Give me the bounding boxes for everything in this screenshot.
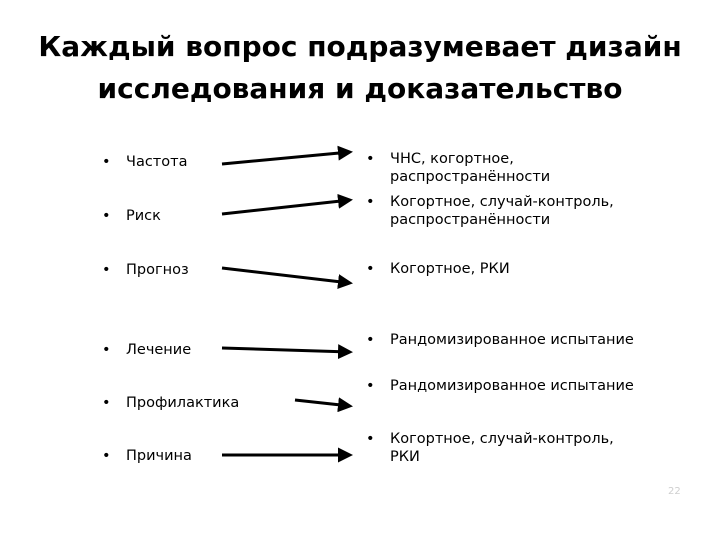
- bullet: •: [366, 431, 375, 447]
- bullet: •: [102, 448, 111, 464]
- bullet: •: [102, 342, 111, 358]
- bullet: •: [366, 378, 375, 394]
- answer-item-6: [366, 430, 614, 466]
- bullet: •: [102, 262, 111, 278]
- answer-line: Когортное, случай-контроль,: [390, 194, 614, 210]
- answer-item-4: [366, 331, 634, 349]
- bullet: •: [102, 395, 111, 411]
- arrow-frequency: [222, 152, 350, 164]
- bullet: •: [366, 261, 375, 277]
- question-label: Прогноз: [126, 262, 189, 278]
- arrow-risk: [222, 200, 350, 214]
- bullet: •: [102, 154, 111, 170]
- question-label: Частота: [126, 154, 188, 170]
- answer-item-3: [366, 260, 510, 278]
- answer-line: распространённости: [390, 212, 551, 228]
- bullet: •: [366, 151, 375, 167]
- question-label: Причина: [126, 448, 192, 464]
- answer-line: распространённости: [390, 169, 551, 185]
- slide-title-line-1: Каждый вопрос подразумевает дизайн: [38, 30, 682, 63]
- answer-item-2: [366, 193, 614, 229]
- answer-line: ЧНС, когортное,: [390, 151, 514, 167]
- answer-line: Когортное, случай-контроль,: [390, 431, 614, 447]
- answer-item-5: [366, 377, 634, 395]
- answer-line: РКИ: [390, 449, 420, 465]
- answer-line: Рандомизированное испытание: [390, 378, 634, 394]
- answer-item-1: [366, 150, 550, 186]
- question-label: Лечение: [126, 342, 192, 358]
- answer-line: Когортное, РКИ: [390, 261, 510, 277]
- question-label: Профилактика: [126, 395, 240, 411]
- slide-title-line-2: исследования и доказательство: [97, 72, 623, 105]
- page-number: 22: [668, 486, 681, 497]
- arrow-prognosis: [222, 268, 350, 283]
- question-label: Риск: [126, 208, 161, 224]
- bullet: •: [102, 208, 111, 224]
- bullet: •: [366, 194, 375, 210]
- arrow-prevention: [295, 400, 350, 406]
- answer-line: Рандомизированное испытание: [390, 332, 634, 348]
- arrow-treatment: [222, 348, 350, 352]
- bullet: •: [366, 332, 375, 348]
